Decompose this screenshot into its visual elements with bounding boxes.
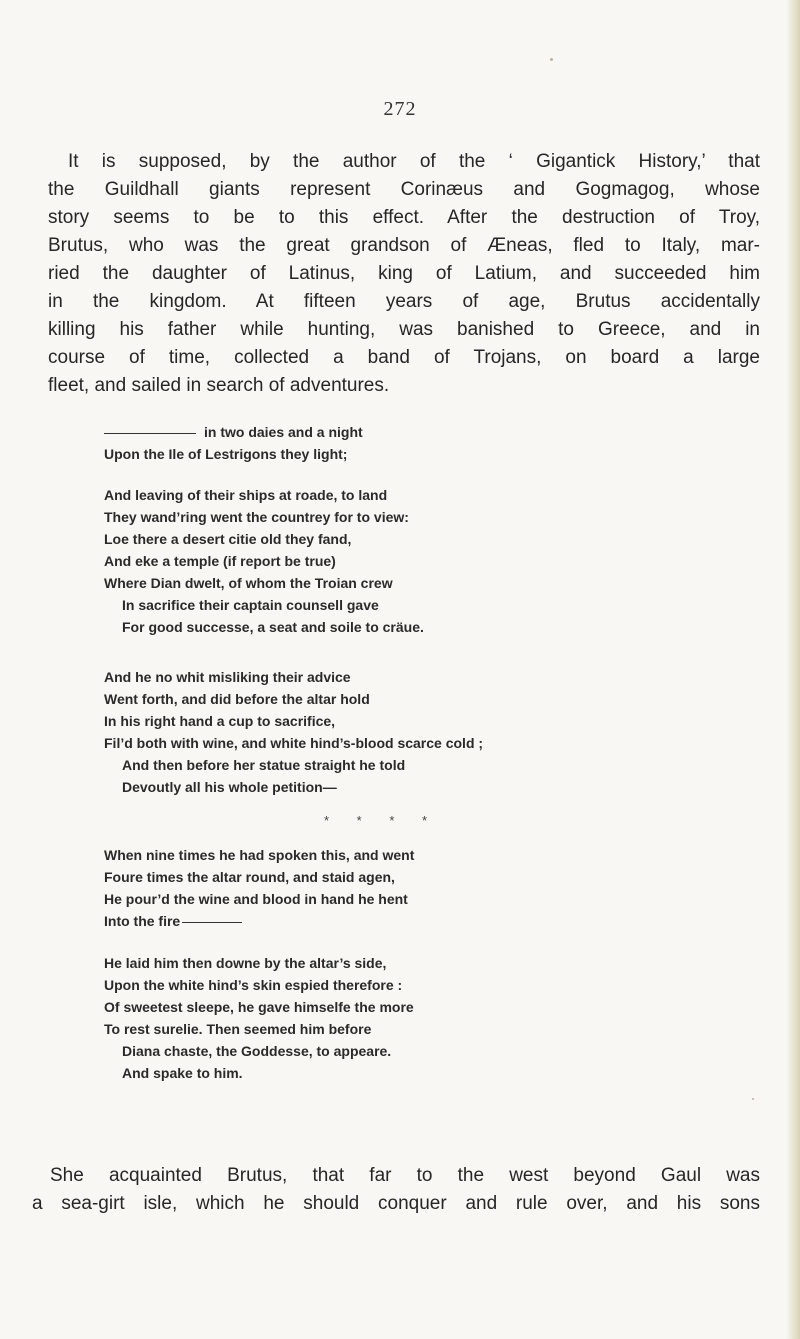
verse-stanza <box>0 484 800 638</box>
verse-line: And eke a temple (if report be true) <box>104 553 336 569</box>
intro-line: story seems to be to this effect. After the destruction of Troy, <box>48 207 760 228</box>
verse-line: Foure times the altar round, and staid agen, <box>104 869 395 885</box>
paper-speck <box>550 58 553 61</box>
verse-stanza <box>0 952 800 1084</box>
verse-line <box>0 421 800 443</box>
verse-line: He laid him then downe by the altar’s side, <box>104 955 387 971</box>
verse-line: Went forth, and did before the altar hold <box>104 691 370 707</box>
verse-line: He pour’d the wine and blood in hand he hent <box>104 891 408 907</box>
closing-line: a sea-girt isle, which he should conquer and rule over, and his sons <box>32 1193 760 1214</box>
verse-line: In his right hand a cup to sacrifice, <box>104 713 336 729</box>
page-number: 272 <box>383 98 417 120</box>
intro-line: It is supposed, by the author of the ‘ Gigantick History,’ that <box>68 151 760 172</box>
em-rule <box>104 433 196 434</box>
paper-speck <box>752 1098 754 1100</box>
verse-line: For good successe, a seat and soile to cräue. <box>122 619 424 635</box>
verse-line: Loe there a desert citie old they fand, <box>104 531 352 547</box>
verse-line: Of sweetest sleepe, he gave himselfe the more <box>104 999 414 1015</box>
verse-line: And spake to him. <box>122 1065 243 1081</box>
verse-stanza <box>0 844 800 932</box>
em-rule <box>182 922 242 923</box>
verse-line: Upon the Ile of Lestrigons they light; <box>104 446 348 462</box>
verse-stanza-opening <box>0 421 800 465</box>
intro-line: fleet, and sailed in search of adventures. <box>48 375 390 396</box>
verse-line: In sacrifice their captain counsell gave <box>122 597 379 613</box>
verse-line <box>0 910 800 932</box>
verse-line: When nine times he had spoken this, and went <box>104 847 415 863</box>
intro-line: the Guildhall giants represent Corinæus and Gogmagog, whose <box>48 179 760 200</box>
verse-line: Devoutly all his whole petition— <box>122 779 337 795</box>
ellipsis-stars: * * * * <box>324 813 440 828</box>
closing-line: She acquainted Brutus, that far to the west beyond Gaul was <box>50 1165 760 1186</box>
intro-line: ried the daughter of Latinus, king of Latium, and succeeded him <box>48 263 760 284</box>
verse-line: And he no whit misliking their advice <box>104 669 351 685</box>
intro-paragraph <box>48 148 760 400</box>
intro-line: in the kingdom. At fifteen years of age, Brutus accidentally <box>48 291 760 312</box>
verse-line: Where Dian dwelt, of whom the Troian crew <box>104 575 393 591</box>
verse-line: Upon the white hind’s skin espied therefore : <box>104 977 403 993</box>
intro-line: Brutus, who was the great grandson of Æneas, fled to Italy, mar- <box>48 235 760 256</box>
verse-line: Diana chaste, the Goddesse, to appeare. <box>122 1043 392 1059</box>
intro-line: course of time, collected a band of Trojans, on board a large <box>48 347 760 368</box>
closing-paragraph <box>32 1162 760 1218</box>
verse-line: They wand’ring went the countrey for to view: <box>104 509 409 525</box>
verse-opening-text: in two daies and a night <box>204 424 363 440</box>
verse-stanza <box>0 666 800 798</box>
verse-line: Fil’d both with wine, and white hind’s-blood scarce cold ; <box>104 735 484 751</box>
verse-line: And leaving of their ships at roade, to land <box>104 487 388 503</box>
verse-line: To rest surelie. Then seemed him before <box>104 1021 372 1037</box>
intro-line: killing his father while hunting, was banished to Greece, and in <box>48 319 760 340</box>
verse-line: And then before her statue straight he told <box>122 757 406 773</box>
verse-line-text: Into the fire <box>104 913 181 929</box>
